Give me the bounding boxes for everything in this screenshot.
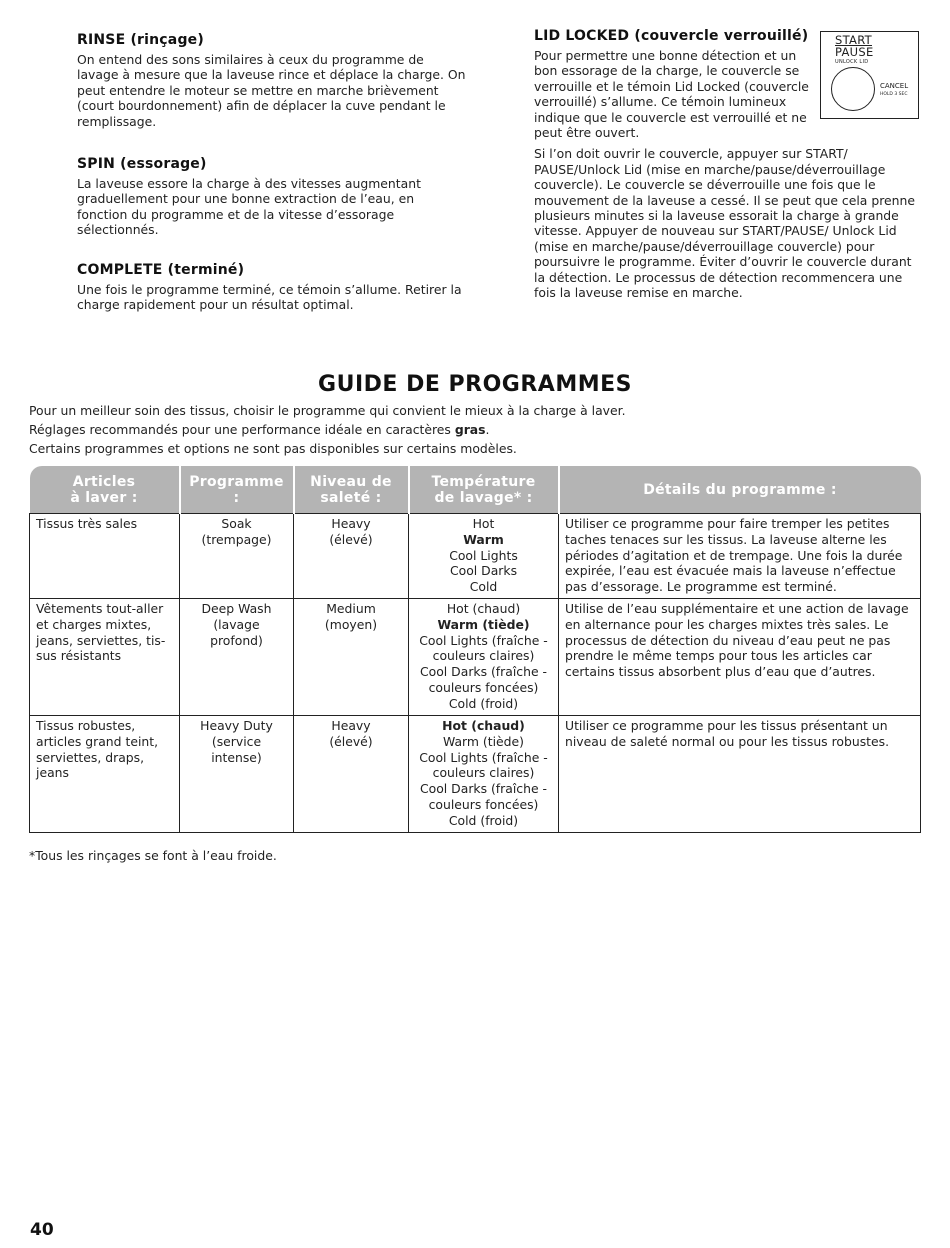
temp-line: Hot (chaud): [446, 601, 521, 616]
lid-locked-text-2: Si l’on doit ouvrir le couvercle, appuyer sur START/ PAUSE/Unlock Lid (mise en marche/pause/déverrouillage couvercle). Le couvercle se déverrouille une fois que le mouvement de la laveuse a cessé. Il se peut que cela prenne plusieurs minutes si la laveuse essorait la charge à grande vitesse. Appuyer de nouveau sur START/PAUSE/ Unlock Lid (mise en marche/pause/déverrouillage couvercle) pour poursuivre le programme. Éviter d’ouvrir le couvercle durant la détection. Le processus de détection recommencera une fois la laveuse remise en marche.: [534, 146, 915, 301]
header-niveau: [294, 466, 409, 514]
table-row: [30, 599, 921, 716]
spin-title-fr: (essorage): [120, 156, 207, 172]
cell-temperature: [409, 599, 559, 716]
guide-intro-line-2: [29, 422, 490, 437]
panel-pause-label: PAUSE: [835, 45, 874, 59]
header-temperature: [409, 466, 559, 514]
temp-line: Hot: [472, 516, 495, 531]
spin-text: La laveuse essore la charge à des vitesses augmentant graduellement pour une bonne extraction de l’eau, en fonction du programme et de la vitesse d’essorage sélectionnés.: [77, 176, 421, 238]
rinse-heading: [77, 32, 467, 48]
temp-line: Cold: [469, 579, 498, 595]
niveau-line: (élevé): [329, 733, 373, 749]
control-panel-illustration: [820, 31, 919, 119]
guide-line2-suffix: .: [485, 422, 490, 437]
guide-title: GUIDE DE PROGRAMMES: [318, 372, 632, 397]
guide-line2-bold: gras: [454, 422, 486, 437]
niveau-line: (moyen): [324, 616, 378, 632]
cell-temperature: [409, 514, 559, 599]
temp-line: Cool Darks (fraîche -: [419, 781, 548, 797]
rinse-title: RINSE: [77, 32, 126, 48]
niveau-line: Heavy: [331, 718, 371, 733]
complete-title: COMPLETE: [77, 262, 163, 278]
temp-line: Cool Lights (fraîche -: [419, 632, 548, 648]
niveau-line: (élevé): [329, 531, 373, 547]
temp-line: Cool Darks: [449, 563, 518, 579]
programme-line: Deep Wash: [201, 601, 272, 616]
panel-button-circle-icon: [831, 67, 875, 111]
cell-articles: Vêtements tout-aller et charges mixtes, jeans, serviettes, tis-sus résistants: [30, 599, 180, 716]
cell-niveau: [294, 716, 409, 833]
rinse-section: [77, 32, 467, 129]
cell-details: Utiliser ce programme pour faire tremper les petites taches tenaces sur les tissus. La laveuse alterne les périodes d’agitation et de trempage. Une fois la durée expirée, l’eau est évacuée mais la laveuse n’effectue pas d’essorage. Le programme est terminé.: [559, 514, 921, 599]
panel-cancel-label: CANCEL: [880, 82, 909, 90]
programme-line: Soak: [221, 516, 252, 531]
cell-programme: [180, 599, 294, 716]
temp-line: Cool Lights: [449, 547, 518, 563]
temp-line: Cold (froid): [448, 812, 519, 828]
spin-heading: [77, 156, 467, 172]
panel-start-label: START: [835, 33, 872, 47]
temp-line-recommended: Warm (tiède): [437, 616, 530, 632]
cell-details: Utiliser ce programme pour les tissus présentant un niveau de saleté normal ou pour les tissus robustes.: [559, 716, 921, 833]
header-temp-line1: Température: [431, 473, 536, 490]
lid-locked-text-1: Pour permettre une bonne détection et un bon essorage de la charge, le couvercle se verrouille et le témoin Lid Locked (couvercle verrouillé) s’allume. Ce témoin lumineux indique que le couvercle est verrouillé et ne peut être ouvert.: [534, 48, 809, 141]
complete-title-fr: (terminé): [167, 262, 245, 278]
footnote: *Tous les rinçages se font à l’eau froide.: [29, 848, 277, 863]
cell-niveau: [294, 599, 409, 716]
header-articles: [30, 466, 180, 514]
temp-line: Cold (froid): [448, 695, 519, 711]
cell-details: Utilise de l’eau supplémentaire et une action de lavage en alternance pour les charges mixtes très sales. Le processus de détection du niveau d’eau peut ne pas prendre le même temps pour tous les articles car certains tissus absorbent plus d’eau que d’autres.: [559, 599, 921, 716]
temp-line: couleurs foncées): [428, 796, 539, 812]
cell-programme: [180, 716, 294, 833]
header-details: Détails du programme :: [559, 466, 921, 514]
table-header-row: [30, 466, 921, 514]
guide-intro-line-1: Pour un meilleur soin des tissus, choisir le programme qui convient le mieux à la charge à laver.: [29, 403, 626, 418]
programme-line: Heavy Duty: [200, 718, 273, 733]
cell-articles: Tissus très sales: [30, 514, 180, 599]
complete-text: Une fois le programme terminé, ce témoin s’allume. Retirer la charge rapidement pour un résultat optimal.: [77, 282, 462, 313]
niveau-line: Heavy: [331, 516, 371, 531]
header-articles-line1: Articles: [72, 473, 136, 490]
temp-line: Cool Lights (fraîche -: [419, 749, 548, 765]
programme-line: profond): [210, 632, 263, 648]
header-niveau-line2: saleté :: [320, 489, 382, 506]
table-row: [30, 514, 921, 599]
rinse-title-fr: (rinçage): [130, 32, 204, 48]
programme-line: intense): [211, 749, 262, 765]
programme-line: (service: [211, 733, 262, 749]
cell-niveau: [294, 514, 409, 599]
header-articles-line2: à laver :: [70, 489, 138, 506]
table-row: [30, 716, 921, 833]
programme-table: [29, 466, 921, 833]
temp-line: couleurs claires): [432, 765, 535, 781]
temp-line: Cool Darks (fraîche -: [419, 664, 548, 680]
complete-section: [77, 262, 477, 313]
cell-articles: Tissus robustes, articles grand teint, serviettes, draps, jeans: [30, 716, 180, 833]
temp-line-recommended: Hot (chaud): [442, 718, 525, 733]
page-number: 40: [30, 1220, 54, 1240]
rinse-text: On entend des sons similaires à ceux du programme de lavage à mesure que la laveuse rince et déplace la charge. On peut entendre le moteur se mettre en marche brièvement (court bourdonnement) afin de déplacer la cuve pendant le remplissage.: [77, 52, 466, 129]
cell-temperature: [409, 716, 559, 833]
spin-title: SPIN: [77, 156, 116, 172]
programme-line: (trempage): [201, 531, 272, 547]
header-niveau-line1: Niveau de: [310, 473, 392, 490]
spin-section: [77, 156, 467, 238]
header-programme: Programme :: [180, 466, 294, 514]
lid-locked-title-fr: (couvercle verrouillé): [634, 28, 809, 44]
complete-heading: [77, 262, 477, 278]
guide-line2-prefix: Réglages recommandés pour une performance idéale en caractères: [29, 422, 455, 437]
guide-intro-line-3: Certains programmes et options ne sont pas disponibles sur certains modèles.: [29, 441, 517, 456]
programme-line: (lavage: [213, 616, 260, 632]
panel-unlock-label: UNLOCK LID: [835, 59, 869, 65]
temp-line-recommended: Warm: [463, 531, 504, 547]
temp-line: couleurs foncées): [428, 679, 539, 695]
cell-programme: [180, 514, 294, 599]
panel-hold-label: HOLD 3 SEC: [880, 92, 908, 97]
niveau-line: Medium: [326, 601, 376, 616]
lid-locked-title: LID LOCKED: [534, 28, 630, 44]
temp-line: couleurs claires): [432, 648, 535, 664]
temp-line: Warm (tiède): [442, 733, 525, 749]
header-temp-line2: de lavage* :: [434, 489, 533, 506]
